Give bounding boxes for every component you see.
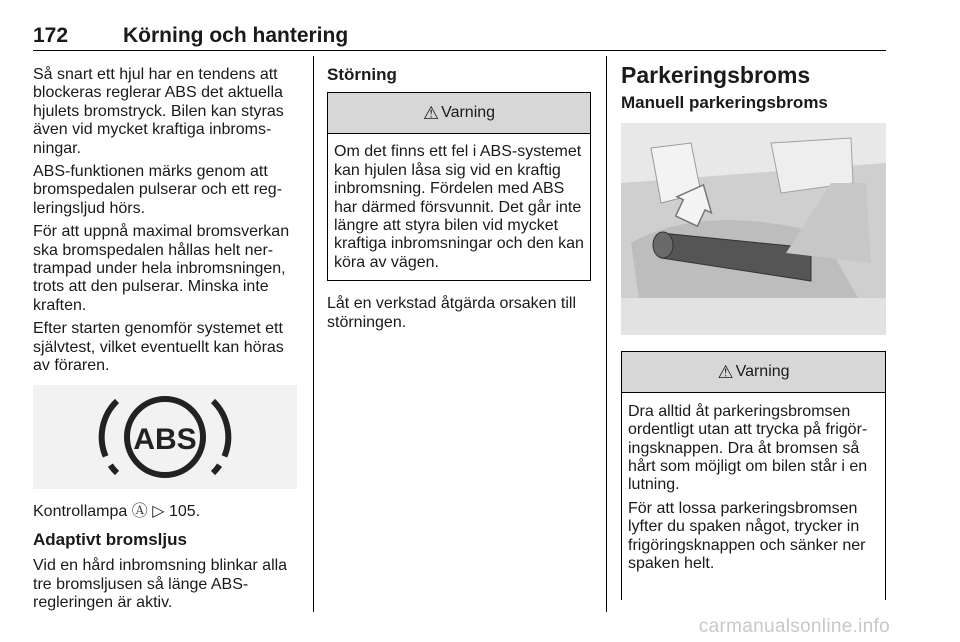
paragraph: För att uppnå maximal bromsverkan ska bromspedalen hållas helt ner-trampad under hela inbromsningen, trots att den pulserar. Minska inte kraften. xyxy=(33,223,290,314)
abs-symbol-icon: Ⓐ xyxy=(131,502,148,520)
paragraph: För att lossa parkeringsbromsen lyfter du spaken något, trycker in frigöringsknappen och sänker ner spaken helt. xyxy=(628,499,866,573)
abs-icon-label: ABS xyxy=(133,422,197,456)
chapter-title: Körning och hantering xyxy=(123,24,349,47)
warning-triangle-icon: ⚠ xyxy=(422,103,440,124)
section-heading: Parkeringsbroms xyxy=(621,62,811,88)
paragraph: Efter starten genomför systemet ett självtest, vilket eventuellt kan höras av föraren. xyxy=(33,320,284,375)
watermark: carmanualsonline.info xyxy=(698,616,890,637)
lamp-caption: Kontrollampa Ⓐ ▷ 105. xyxy=(33,502,201,520)
warning-body xyxy=(622,393,885,587)
warning-header xyxy=(328,93,590,134)
warning-title: Varning xyxy=(735,362,790,380)
warning-title: Varning xyxy=(441,104,496,122)
section-heading: Störning xyxy=(327,65,397,84)
column-right xyxy=(621,62,886,600)
paragraph: Dra alltid åt parkeringsbromsen ordentligt utan att trycka på frigör-ingsknappen. Dra åt bromsen så hårt som möjligt om bilen står i en lutning. xyxy=(628,402,868,494)
paragraph: ABS-funktionen märks genom att bromspedalen pulserar och ett reg-leringsljud hörs. xyxy=(33,163,283,217)
abs-warning-lamp-illustration xyxy=(33,385,297,489)
warning-body: Om det finns ett fel i ABS-systemet kan hjulen låsa sig vid en kraftig inbromsning. Fördelen med ABS har därmed försvunnit. Det går inte längre att styra bilen vid mycket kraftiga inbromsningar och den kan köra av vägen. xyxy=(334,143,584,271)
abs-icon xyxy=(33,385,297,489)
column-divider xyxy=(313,56,314,612)
column-divider xyxy=(606,56,607,612)
page-reference[interactable]: 105. xyxy=(168,502,201,520)
page-number: 172 xyxy=(33,24,69,47)
parking-brake-photo xyxy=(621,123,886,335)
column-left xyxy=(33,66,301,618)
subsection-heading: Manuell parkeringsbroms xyxy=(621,93,828,113)
reference-arrow-icon: ▷ xyxy=(152,502,165,520)
paragraph: Vid en hård inbromsning blinkar alla tre bromsljusen så länge ABS-regleringen är aktiv. xyxy=(33,557,288,612)
column-middle xyxy=(327,66,591,337)
warning-box xyxy=(327,92,591,281)
parking-brake-lever-image xyxy=(621,123,886,335)
warning-header xyxy=(622,352,885,393)
paragraph: Så snart ett hjul har en tendens att blockeras reglerar ABS det aktuella hjulets bromstryck. Bilen kan styras även vid mycket kraftiga inbroms-ningar. xyxy=(33,66,284,157)
warning-triangle-icon: ⚠ xyxy=(717,361,734,382)
header-rule xyxy=(33,50,886,51)
warning-box xyxy=(621,351,886,600)
section-heading: Adaptivt bromsljus xyxy=(33,529,187,549)
page-header xyxy=(33,24,886,50)
paragraph: Låt en verkstad åtgärda orsaken till störningen. xyxy=(327,295,577,331)
